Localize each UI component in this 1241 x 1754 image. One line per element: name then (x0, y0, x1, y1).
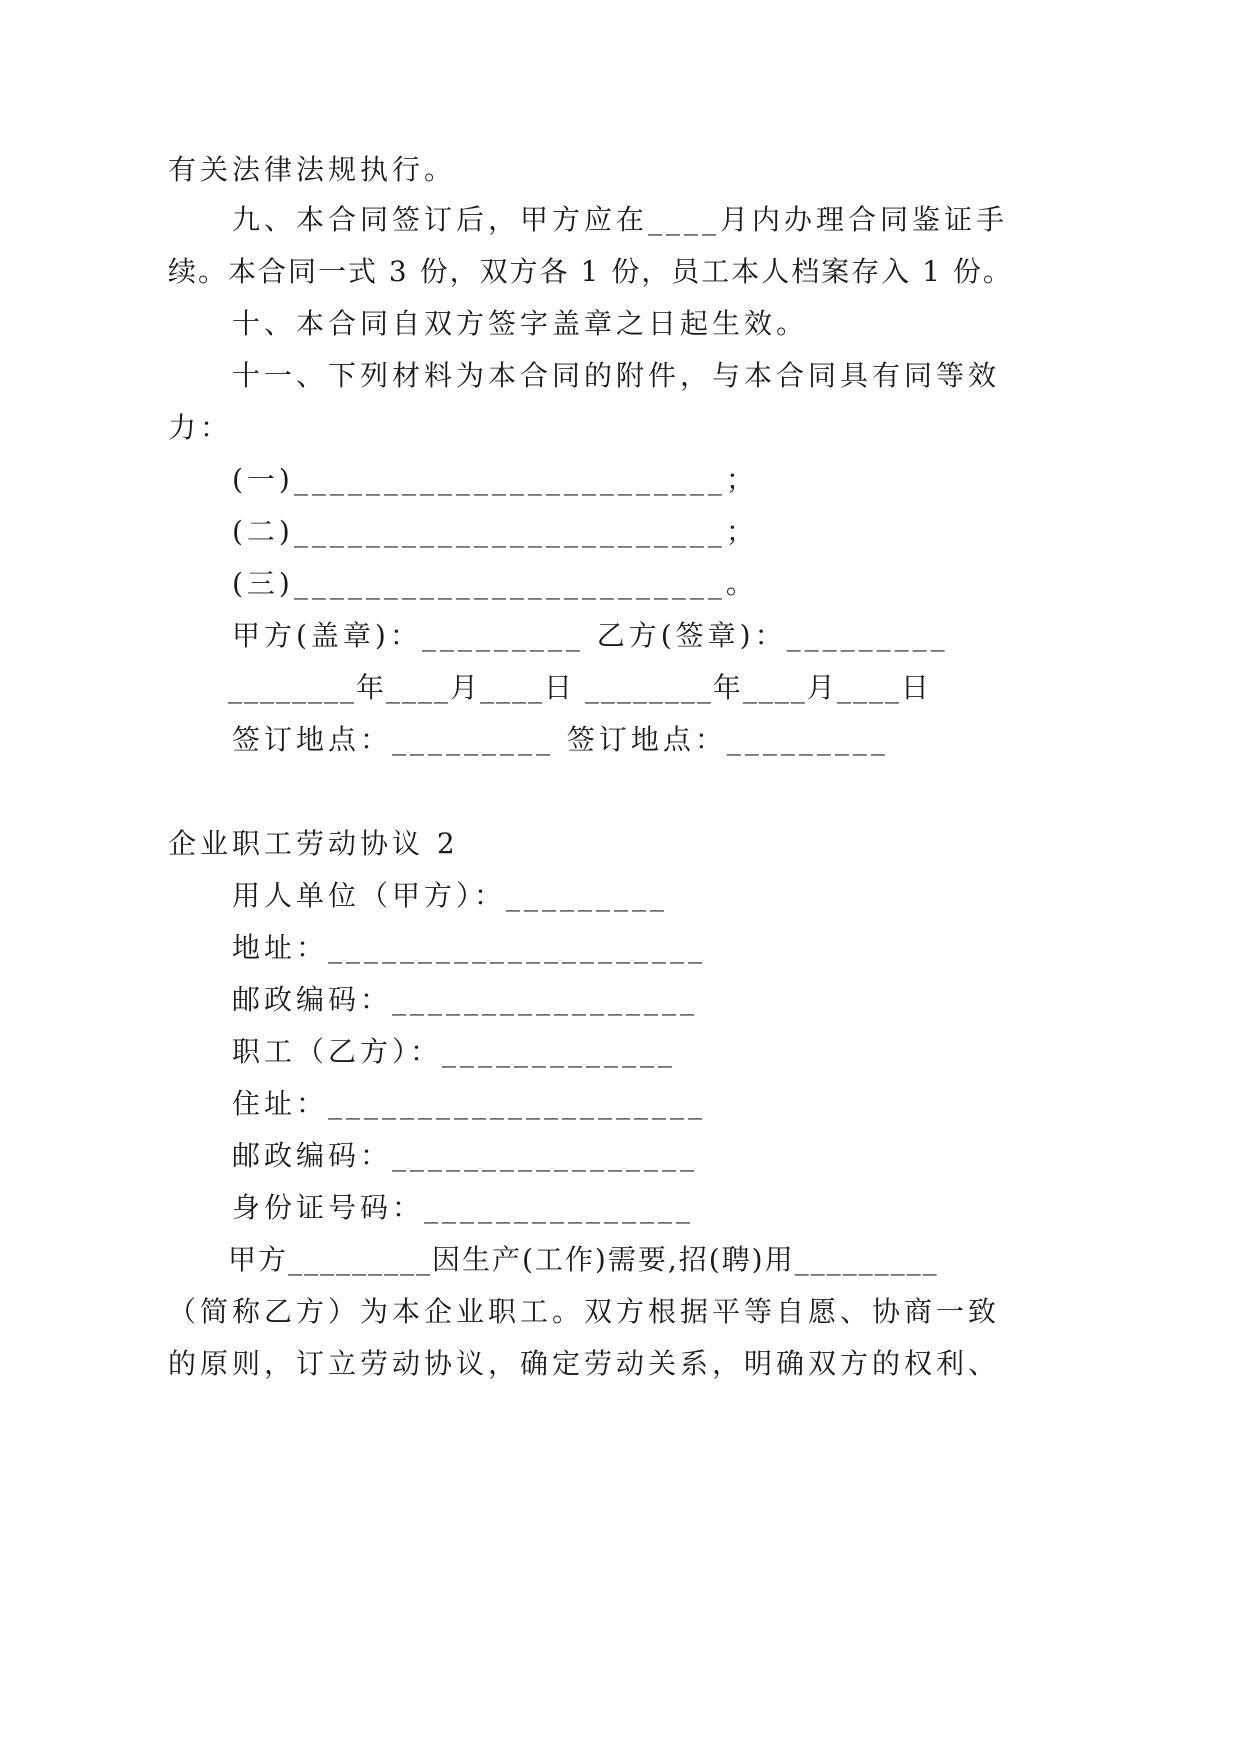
text-line: 续。本合同一式 3 份，双方各 1 份，员工本人档案存入 1 份。 (168, 255, 1013, 288)
text-line: （简称乙方）为本企业职工。双方根据平等自愿、协商一致 (168, 1295, 1001, 1328)
form-line: 邮政编码：_________________ (168, 983, 699, 1016)
section-title: 企业职工劳动协议 2 (168, 827, 459, 860)
signature-line: 甲方(盖章)：_________ 乙方(签章)：_________ (168, 619, 949, 652)
form-line: 职工（乙方）：_____________ (168, 1035, 677, 1068)
form-line: 用人单位（甲方）：_________ (168, 879, 669, 912)
form-line: 住址：_____________________ (168, 1087, 707, 1120)
text-line: 十一、下列材料为本合同的附件，与本合同具有同等效 (168, 359, 1001, 392)
text-line: (二)________________________； (168, 515, 758, 548)
text-line: (三)________________________。 (168, 567, 758, 600)
location-line: 签订地点：_________ 签订地点：_________ (168, 723, 889, 756)
form-line: 身份证号码：_______________ (168, 1191, 695, 1224)
text-line: 有关法律法规执行。 (168, 153, 457, 186)
text-line: 九、本合同签订后，甲方应在____月内办理合同鉴证手 (168, 203, 1009, 236)
text-line: 的原则，订立劳动协议，确定劳动关系，明确双方的权利、 (168, 1347, 1001, 1380)
text-line: 力： (168, 411, 233, 444)
text-line: 十、本合同自双方签字盖章之日起生效。 (168, 307, 809, 340)
text-line: (一)________________________； (168, 463, 758, 496)
form-line: 邮政编码：_________________ (168, 1139, 699, 1172)
date-line: ________年____月____日 ________年____月____日 (168, 671, 931, 704)
form-line: 地址：_____________________ (168, 931, 707, 964)
text-line: 甲方_________因生产(工作)需要,招(聘)用_________ (168, 1243, 939, 1276)
